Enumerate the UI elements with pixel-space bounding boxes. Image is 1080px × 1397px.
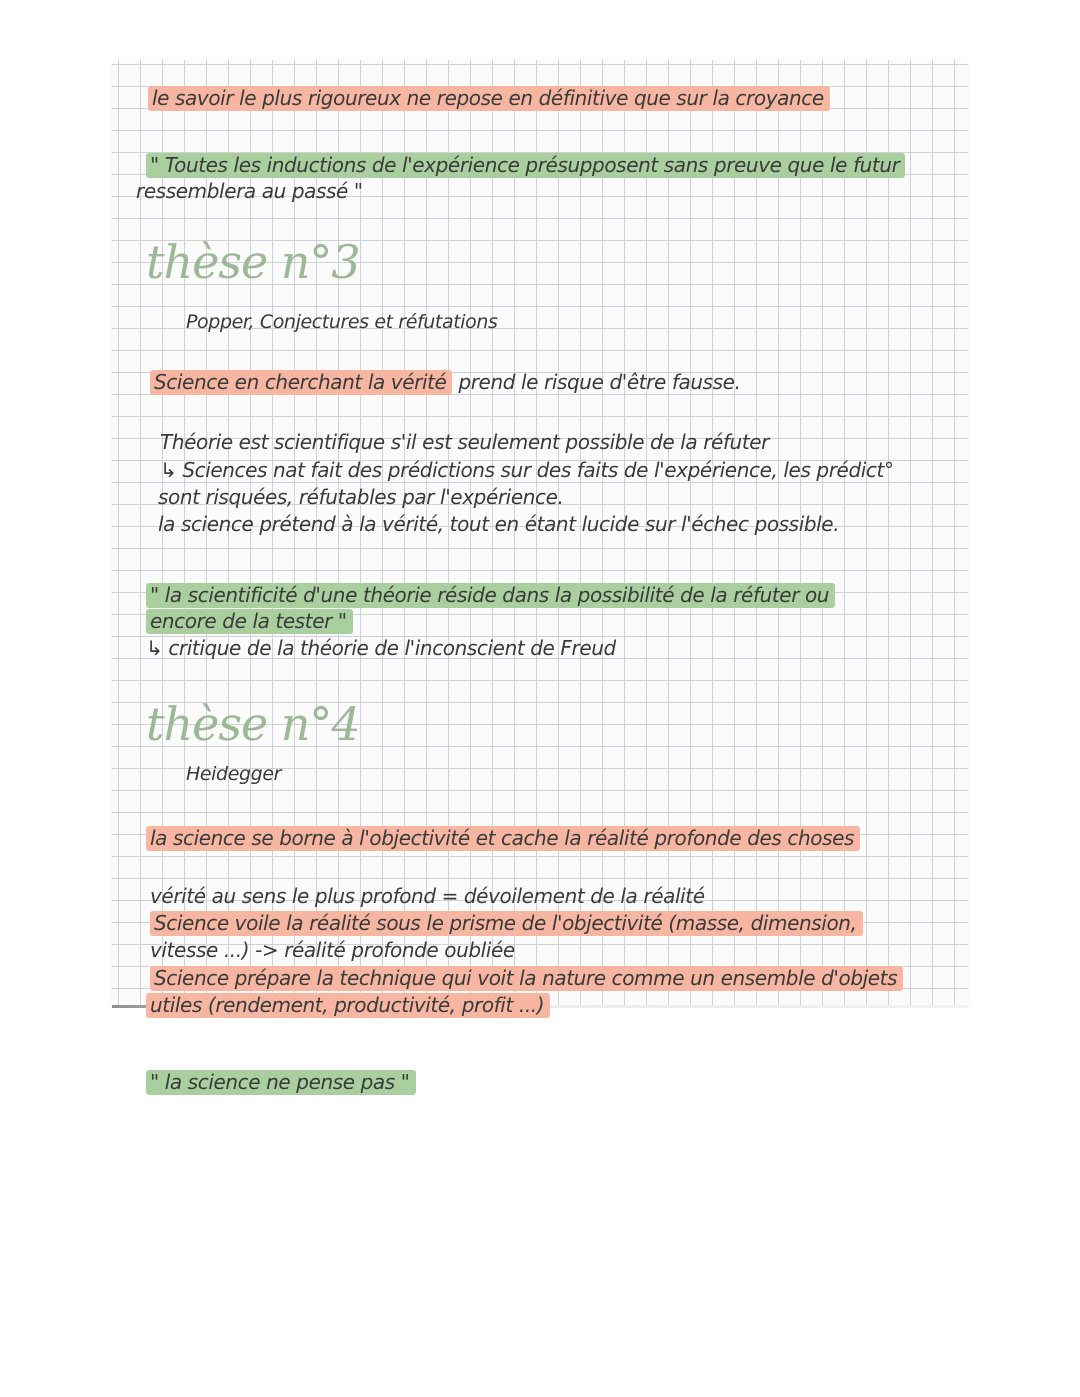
note-line: vitesse ...) -> réalité profonde oubliée	[150, 938, 515, 962]
note-line: Théorie est scientifique s'il est seulement possible de la réfuter	[160, 430, 770, 454]
orange-highlight-text: Science en cherchant la vérité	[150, 370, 452, 395]
note-line: la science prétend à la vérité, tout en étant lucide sur l'échec possible.	[158, 512, 840, 536]
orange-highlight-text: la science se borne à l'objectivité et cache la réalité profonde des choses	[146, 826, 860, 851]
note-line	[150, 911, 863, 935]
author-line: Heidegger	[186, 763, 282, 785]
quote-line	[146, 153, 905, 177]
note-line: ↳ critique de la théorie de l'inconscient de Freud	[146, 636, 616, 660]
orange-highlight-text: Science prépare la technique qui voit la nature comme un ensemble d'objets	[150, 966, 903, 991]
quote-line	[146, 609, 353, 633]
green-highlight-text: " la scientificité d'une théorie réside dans la possibilité de la réfuter ou	[146, 583, 835, 608]
quote-line	[146, 583, 835, 607]
section-heading-these-4: thèse n°4	[146, 697, 360, 751]
green-highlight-text: " la science ne pense pas "	[146, 1070, 416, 1095]
green-highlight-text: encore de la tester "	[146, 609, 353, 634]
quote-line: ressemblera au passé "	[136, 179, 363, 203]
quote-line	[146, 1070, 416, 1094]
note-line	[150, 370, 741, 394]
note-line	[146, 826, 860, 850]
note-line	[150, 966, 903, 990]
orange-highlight-text: le savoir le plus rigoureux ne repose en définitive que sur la croyance	[148, 86, 830, 111]
note-text: prend le risque d'être fausse.	[458, 370, 741, 394]
orange-highlight-text: Science voile la réalité sous le prisme de l'objectivité (masse, dimension,	[150, 911, 863, 936]
green-highlight-text: " Toutes les inductions de l'expérience présupposent sans preuve que le futur	[146, 153, 905, 178]
note-line	[148, 86, 830, 110]
note-line: vérité au sens le plus profond = dévoilement de la réalité	[150, 884, 705, 908]
author-line: Popper, Conjectures et réfutations	[186, 311, 498, 333]
note-line: sont risquées, réfutables par l'expérience.	[158, 485, 564, 509]
orange-highlight-text: utiles (rendement, productivité, profit ...)	[146, 993, 550, 1018]
note-line	[146, 993, 550, 1017]
note-line: ↳ Sciences nat fait des prédictions sur des faits de l'expérience, les prédict°	[160, 458, 894, 482]
section-heading-these-3: thèse n°3	[146, 235, 360, 289]
